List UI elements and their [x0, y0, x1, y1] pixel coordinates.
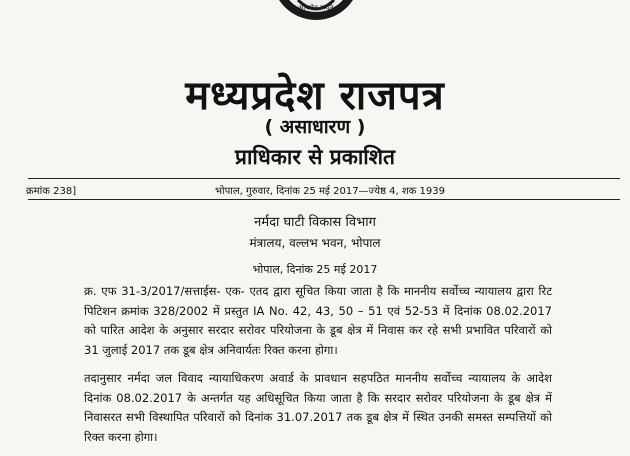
issue-dateline: भोपाल, गुरुवार, दिनांक 25 मई 2017—ज्येष्ठ 4, शक 1939: [215, 186, 445, 197]
emblem-motto: सत्यमेव जयते: [298, 4, 334, 12]
notice-paragraph-2: तदानुसार नर्मदा जल विवाद न्यायाधिकरण अवार्ड के प्रावधान सहपठित माननीय सर्वोच्च न्यायालय के आदेश दिनांक 08.02.2017 के अन्तर्गत यह अधिसूचित किया जाता है कि सरदार सरोवर परियोजना के डूब क्षेत्र में निवासरत सभी विस्थापित परिवारों को दिनांक 31.07.2017 तक डूब क्षेत्र में स्थित उनकी समस्त सम्पत्तियों को रिक्त करना होगा।: [84, 371, 552, 444]
gazette-title: मध्यप्रदेश राजपत्र: [185, 73, 445, 119]
issue-number: क्रमांक 238]: [26, 186, 77, 197]
notice-date: भोपाल, दिनांक 25 मई 2017: [252, 263, 378, 276]
header-rule-top: [28, 178, 620, 179]
state-emblem-icon: [268, 0, 364, 28]
notice-paragraph-1: क्र. एफ 31-3/2017/सत्ताईस- एक- एतद द्वारा सूचित किया जाता है कि माननीय सर्वोच्च न्यायालय द्वारा रिट पिटिशन क्रमांक 328/2002 में प्रस्तुत IA No. 42, 43, 50 – 51 एवं 52-53 में दिनांक 08.02.2017 को पारित आदेश के अनुसार सरदार सरोवर परियोजना के डूब क्षेत्र में निवास कर रहे सभी प्रभावित परिवारों को 31 जुलाई 2017 तक डूब क्षेत्र अनिवार्यतः रिक्त करना होगा।: [84, 284, 552, 357]
gazette-subtitle: ( असाधारण ): [264, 116, 366, 138]
gazette-authority: प्राधिकार से प्रकाशित: [235, 145, 395, 169]
header-rule-bottom: [28, 199, 620, 200]
department-name: नर्मदा घाटी विकास विभाग: [254, 215, 376, 230]
department-address: मंत्रालय, वल्लभ भवन, भोपाल: [249, 236, 381, 250]
